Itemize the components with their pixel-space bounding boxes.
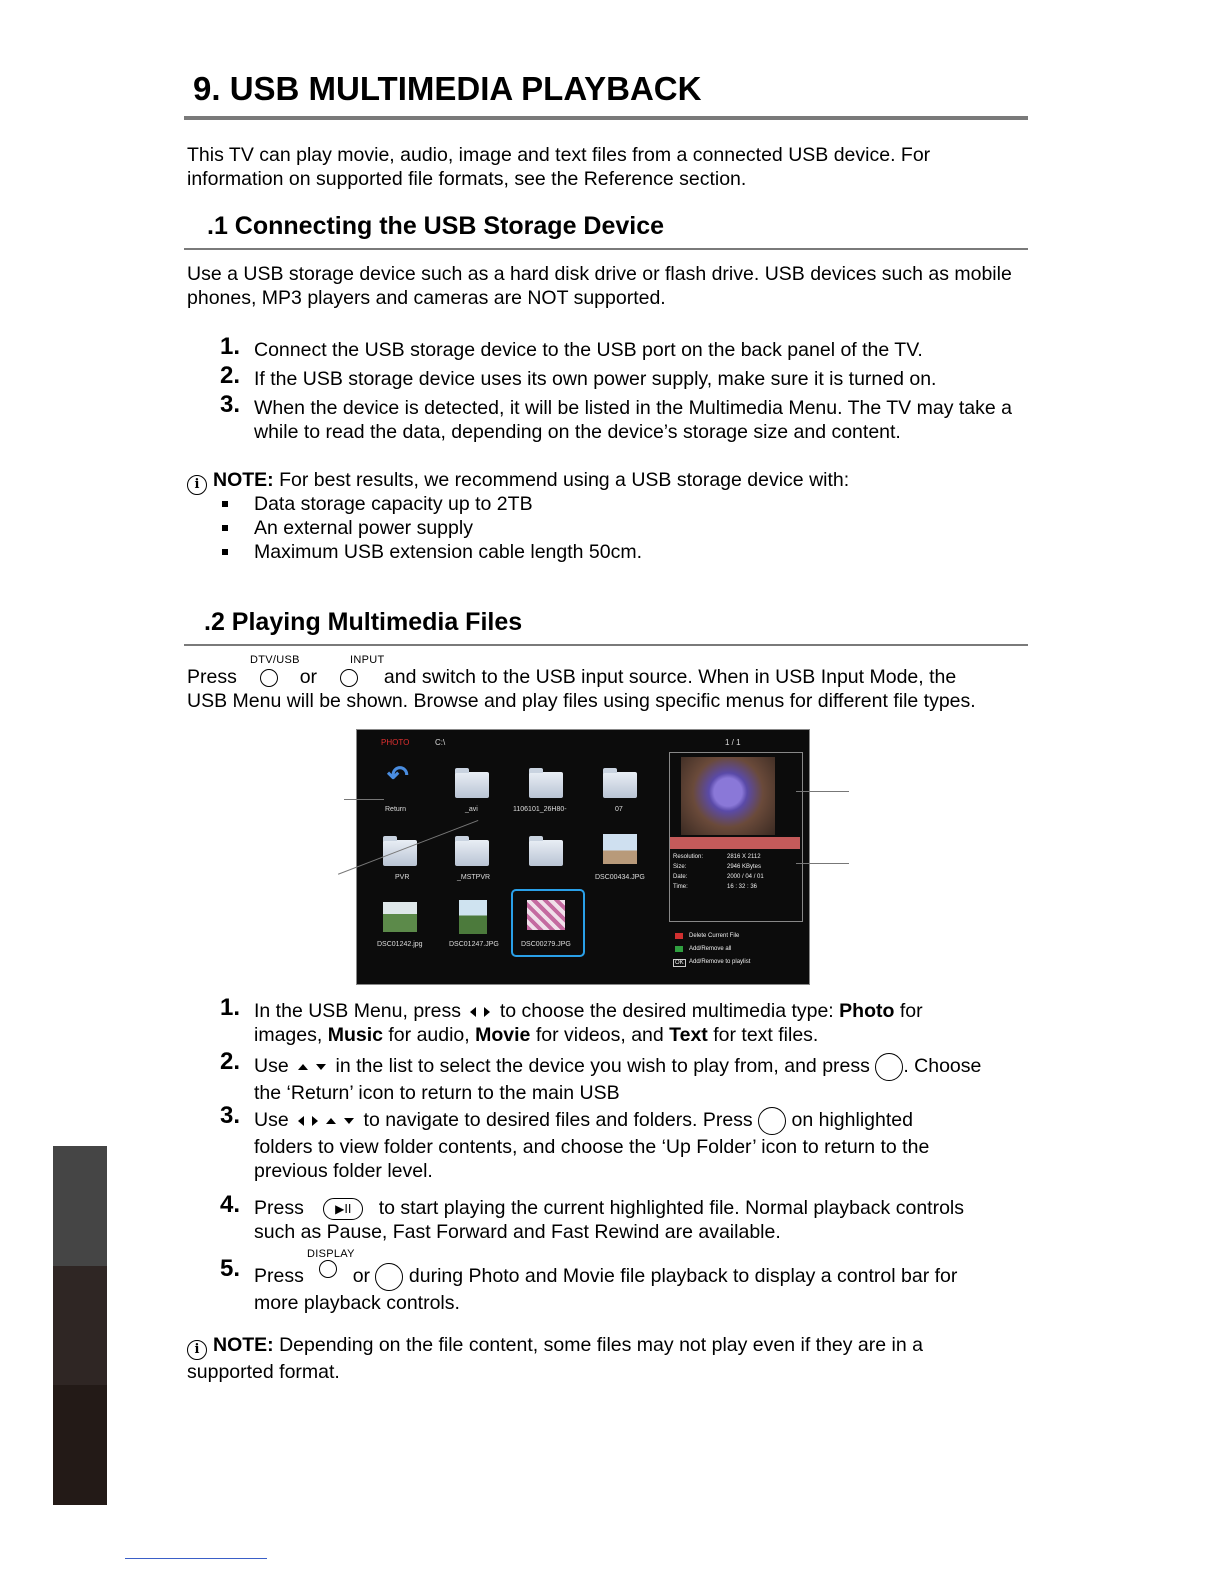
chapter-tab [53,1266,107,1385]
play-pause-button-icon: ▶II [323,1198,363,1220]
dtv-usb-label: DTV/USB [250,654,300,666]
footer-line [125,1558,267,1559]
photo-thumbnail [383,902,417,932]
intro-paragraph: This TV can play movie, audio, image and text files from a connected USB device. For information on supported file formats, see the Reference section. [187,144,931,190]
preview-filename-bar [670,837,800,849]
input-button-icon [340,669,358,687]
title-rule [184,116,1028,120]
folder-icon [455,772,489,798]
page-indicator: 1 / 1 [725,738,741,747]
section2-rule [184,644,1028,646]
enter-button-icon [758,1107,786,1135]
section1-paragraph: Use a USB storage device such as a hard disk drive or flash drive. USB devices such as mobile phones, MP3 players and cameras are NOT supported. [187,263,1012,309]
display-button-icon [319,1260,337,1278]
folder-icon [455,840,489,866]
page-title: 9. USB MULTIMEDIA PLAYBACK [193,70,702,107]
callout-line [796,863,849,864]
chapter-tab [53,1146,107,1266]
callout-line [796,791,849,792]
folder-icon [529,772,563,798]
return-icon: ↶ [387,760,409,790]
note-1: i NOTE: For best results, we recommend using a USB storage device with: [187,468,1027,495]
note-2: i NOTE: Depending on the file content, some files may not play even if they are in a supported format. [187,1334,923,1383]
press-line: Press or and switch to the USB input source. When in USB Input Mode, the [187,666,957,688]
input-label: INPUT [350,654,385,666]
callout-line [344,799,384,800]
ok-key-icon: OK [675,960,684,966]
display-label: DISPLAY [307,1248,355,1260]
folder-icon [603,772,637,798]
folder-icon [383,840,417,866]
photo-thumbnail [603,834,637,864]
section1-rule [184,248,1028,250]
photo-tab: PHOTO [381,738,410,747]
photo-thumbnail [527,900,565,930]
path-label: C:\ [435,738,446,747]
preview-image [681,757,775,835]
info-icon: i [187,475,207,495]
red-key-icon [675,933,683,939]
dtv-usb-button-icon [260,669,278,687]
left-arrow-icon [298,1116,304,1126]
green-key-icon [675,946,683,952]
folder-icon [529,840,563,866]
up-arrow-icon [326,1118,336,1124]
section2-heading: .2 Playing Multimedia Files [204,608,523,636]
right-arrow-icon [312,1116,318,1126]
down-arrow-icon [316,1064,326,1070]
right-arrow-icon [484,1007,490,1017]
usb-menu-screenshot: PHOTO C:\ 1 / 1 ↶ Return _avi 1106101_26H80- 07 PVR _MSTPVR DSC00434.JPG DSC01242.jpg DSC01247.JPG DSC00279.JPG Resolution: 2816 X 2112 Size: 2946 KBytes Date: 2000 / 04 / 01 Time: 16 : 32 : 36 Delete Current File Add/Remove all OK Add/Remove to playlist [356,729,810,985]
left-arrow-icon [470,1007,476,1017]
chapter-tab [53,1385,107,1505]
enter-button-icon [375,1263,403,1291]
down-arrow-icon [344,1118,354,1124]
photo-thumbnail [459,900,487,934]
info-icon: i [187,1340,207,1360]
enter-button-icon [875,1053,903,1081]
section1-heading: .1 Connecting the USB Storage Device [207,212,665,240]
up-arrow-icon [298,1064,308,1070]
press-line-2: USB Menu will be shown. Browse and play files using specific menus for different file types. [187,690,976,712]
